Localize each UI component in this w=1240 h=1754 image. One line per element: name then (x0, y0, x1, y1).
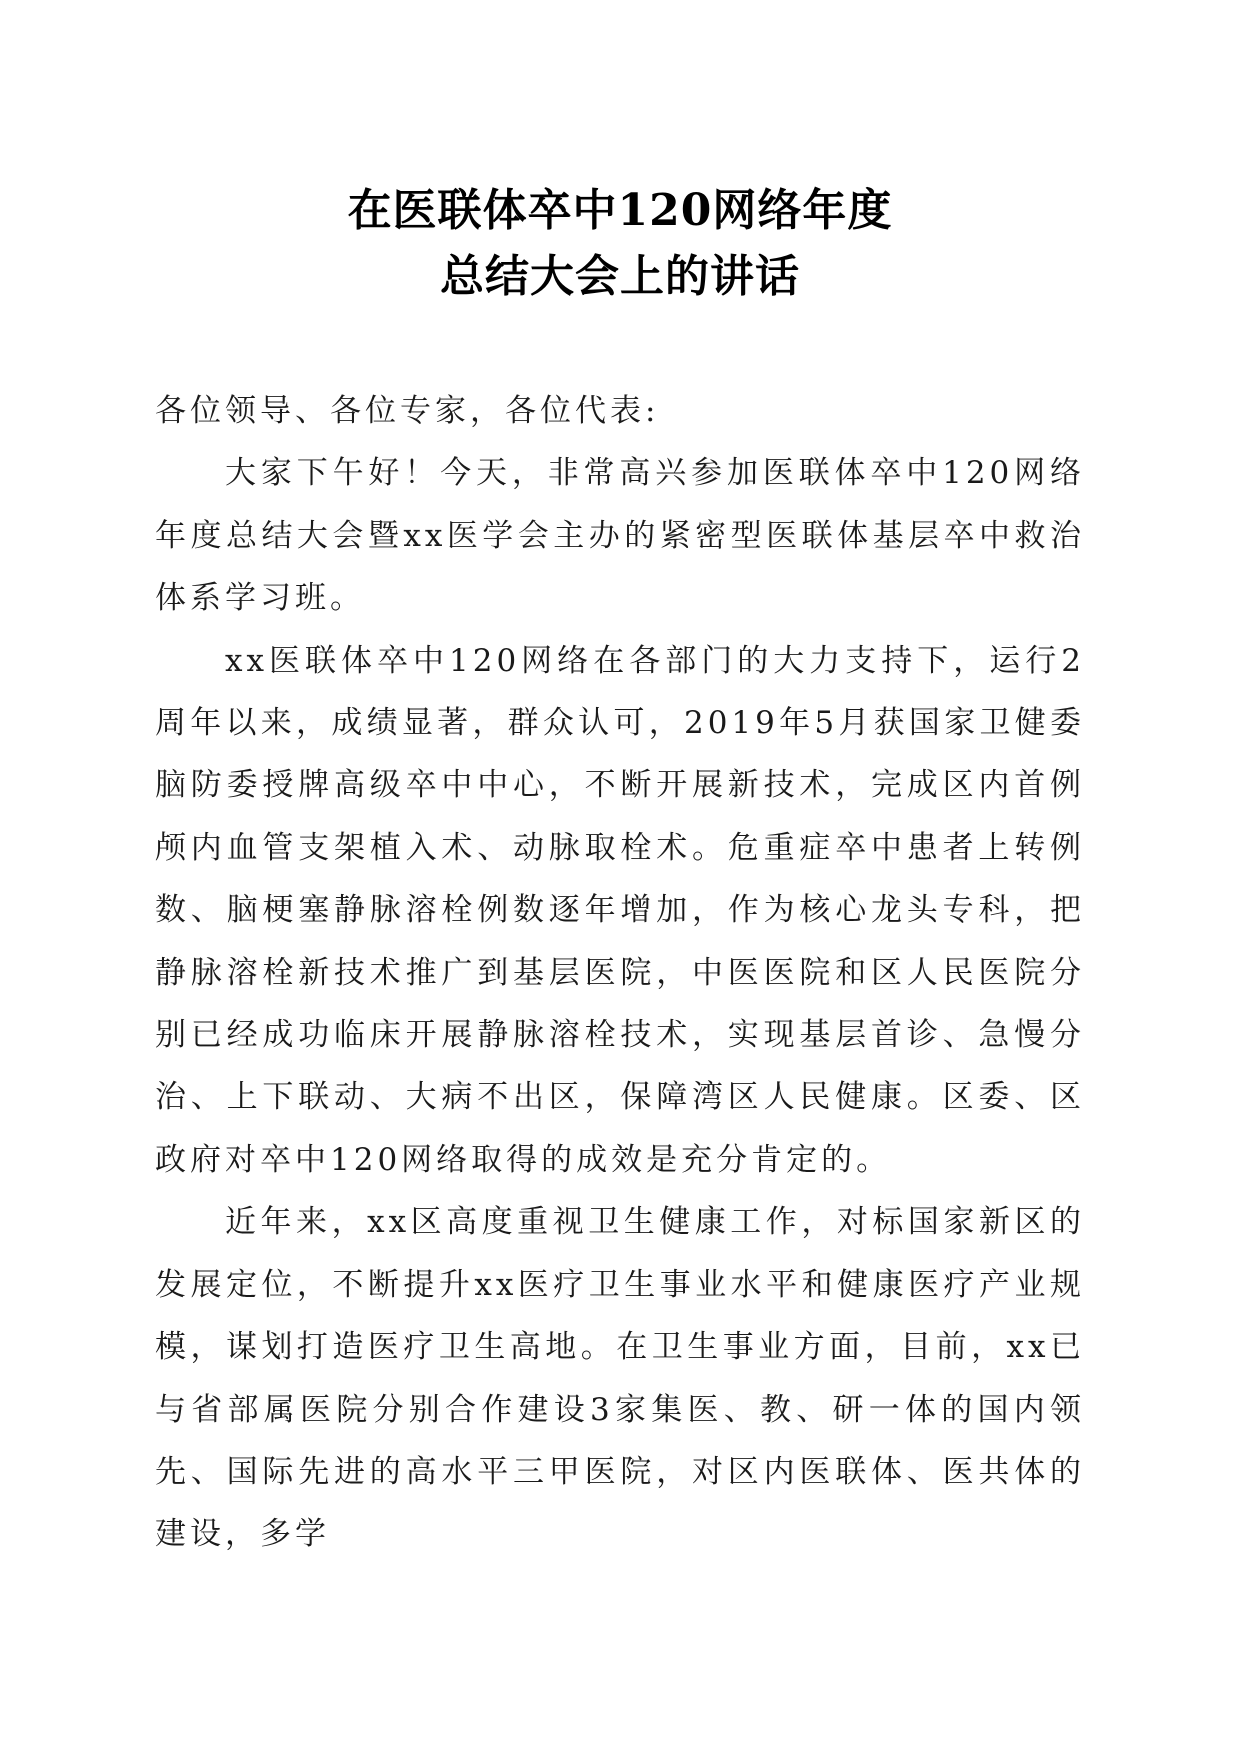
salutation: 各位领导、各位专家，各位代表: (155, 393, 660, 429)
document-title (0, 178, 1240, 310)
paragraph-2: xx医联体卒中120网络在各部门的大力支持下，运行2周年以来，成绩显著，群众认可，2019年5月获国家卫健委脑防委授牌高级卒中中心，不断开展新技术，完成区内首例颅内血管支架植入术、动脉取栓术。危重症卒中患者上转例数、脑梗塞静脉溶栓例数逐年增加，作为核心龙头专科，把静脉溶栓新技术推广到基层医院，中医医院和区人民医院分别已经成功临床开展静脉溶栓技术，实现基层首诊、急慢分治、上下联动、大病不出区，保障湾区人民健康。区委、区政府对卒中120网络取得的成效是充分肯定的。 (155, 642, 1085, 1178)
title-line-1: 在医联体卒中120网络年度 (347, 185, 893, 236)
paragraph-1: 大家下午好！今天，非常高兴参加医联体卒中120网络年度总结大会暨xx医学会主办的紧密型医联体基层卒中救治体系学习班。 (155, 455, 1085, 617)
document-body (155, 380, 1085, 1566)
title-line-2: 总结大会上的讲话 (440, 251, 800, 302)
paragraph-3: 近年来，xx区高度重视卫生健康工作，对标国家新区的发展定位，不断提升xx医疗卫生事业水平和健康医疗产业规模，谋划打造医疗卫生高地。在卫生事业方面，目前，xx已与省部属医院分别合作建设3家集医、教、研一体的国内领先、国际先进的高水平三甲医院，对区内医联体、医共体的建设，多学 (155, 1204, 1085, 1553)
